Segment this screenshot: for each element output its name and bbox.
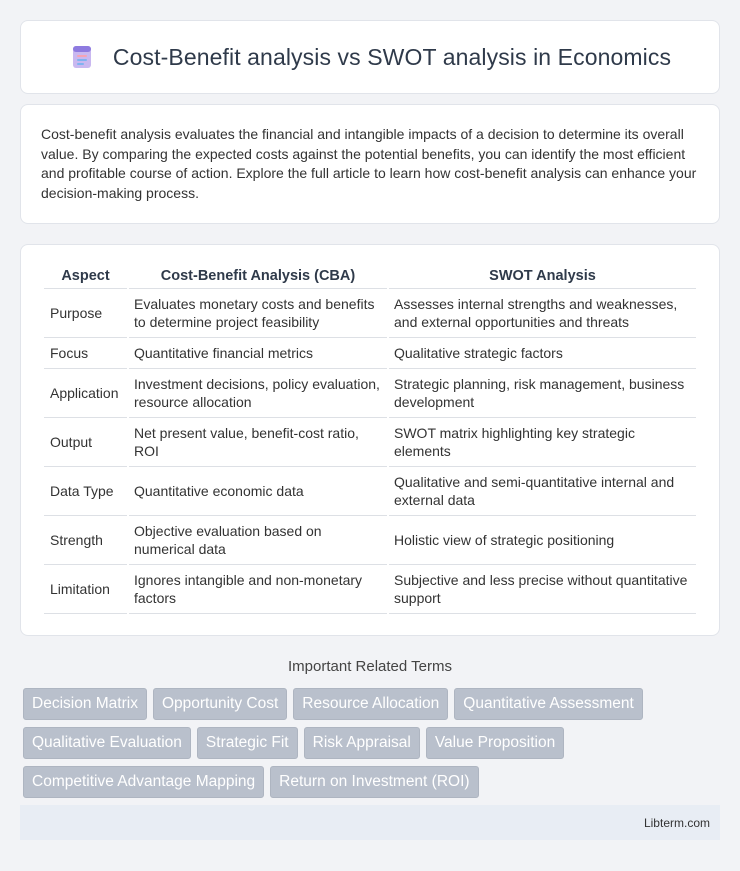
row-aspect: Focus (44, 338, 127, 369)
term-tag[interactable]: Opportunity Cost (153, 688, 287, 720)
row-aspect: Application (44, 369, 127, 418)
row-swot: SWOT matrix highlighting key strategic elements (389, 418, 696, 467)
row-cba: Quantitative economic data (129, 467, 387, 516)
comparison-table (42, 263, 698, 614)
table-header-row (44, 263, 696, 289)
term-tag[interactable]: Risk Appraisal (304, 727, 420, 759)
row-cba: Ignores intangible and non-monetary factors (129, 565, 387, 614)
row-swot: Assesses internal strengths and weaknesses, and external opportunities and threats (389, 289, 696, 338)
term-tag[interactable]: Return on Investment (ROI) (270, 766, 478, 798)
related-terms-list (20, 688, 720, 798)
header-swot: SWOT Analysis (389, 263, 696, 289)
row-aspect: Purpose (44, 289, 127, 338)
comparison-card (20, 244, 720, 636)
header-aspect: Aspect (44, 263, 127, 289)
term-tag[interactable]: Competitive Advantage Mapping (23, 766, 264, 798)
row-aspect: Data Type (44, 467, 127, 516)
row-aspect: Limitation (44, 565, 127, 614)
title-card (20, 20, 720, 94)
related-terms-title: Important Related Terms (288, 658, 452, 675)
term-tag[interactable]: Value Proposition (426, 727, 564, 759)
row-swot: Qualitative strategic factors (389, 338, 696, 369)
intro-text: Cost-benefit analysis evaluates the financial and intangible impacts of a decision to determine its overall value. By comparing the expected costs against the potential benefits, you can identify the most efficient and profitable course of action. Explore the full article to learn how cost-benefit analysis can enhance your decision-making process. (41, 126, 697, 201)
page-title: Cost-Benefit analysis vs SWOT analysis in Economics (112, 43, 672, 70)
document-icon (69, 44, 95, 70)
term-tag[interactable]: Decision Matrix (23, 688, 147, 720)
row-cba: Objective evaluation based on numerical data (129, 516, 387, 565)
row-swot: Subjective and less precise without quantitative support (389, 565, 696, 614)
row-swot: Holistic view of strategic positioning (389, 516, 696, 565)
table-row (44, 565, 696, 614)
term-tag[interactable]: Resource Allocation (293, 688, 448, 720)
row-swot: Qualitative and semi-quantitative internal and external data (389, 467, 696, 516)
table-row (44, 516, 696, 565)
table-row (44, 369, 696, 418)
term-tag[interactable]: Qualitative Evaluation (23, 727, 191, 759)
row-cba: Evaluates monetary costs and benefits to determine project feasibility (129, 289, 387, 338)
table-row (44, 289, 696, 338)
row-aspect: Output (44, 418, 127, 467)
row-cba: Quantitative financial metrics (129, 338, 387, 369)
row-cba: Investment decisions, policy evaluation, resource allocation (129, 369, 387, 418)
table-row (44, 338, 696, 369)
table-row (44, 467, 696, 516)
term-tag[interactable]: Quantitative Assessment (454, 688, 643, 720)
table-row (44, 418, 696, 467)
header-cba: Cost-Benefit Analysis (CBA) (129, 263, 387, 289)
term-tag[interactable]: Strategic Fit (197, 727, 298, 759)
row-cba: Net present value, benefit-cost ratio, ROI (129, 418, 387, 467)
row-swot: Strategic planning, risk management, business development (389, 369, 696, 418)
footer-site-link[interactable]: Libterm.com (643, 815, 710, 830)
intro-card (20, 104, 720, 224)
row-aspect: Strength (44, 516, 127, 565)
footer (20, 805, 720, 840)
